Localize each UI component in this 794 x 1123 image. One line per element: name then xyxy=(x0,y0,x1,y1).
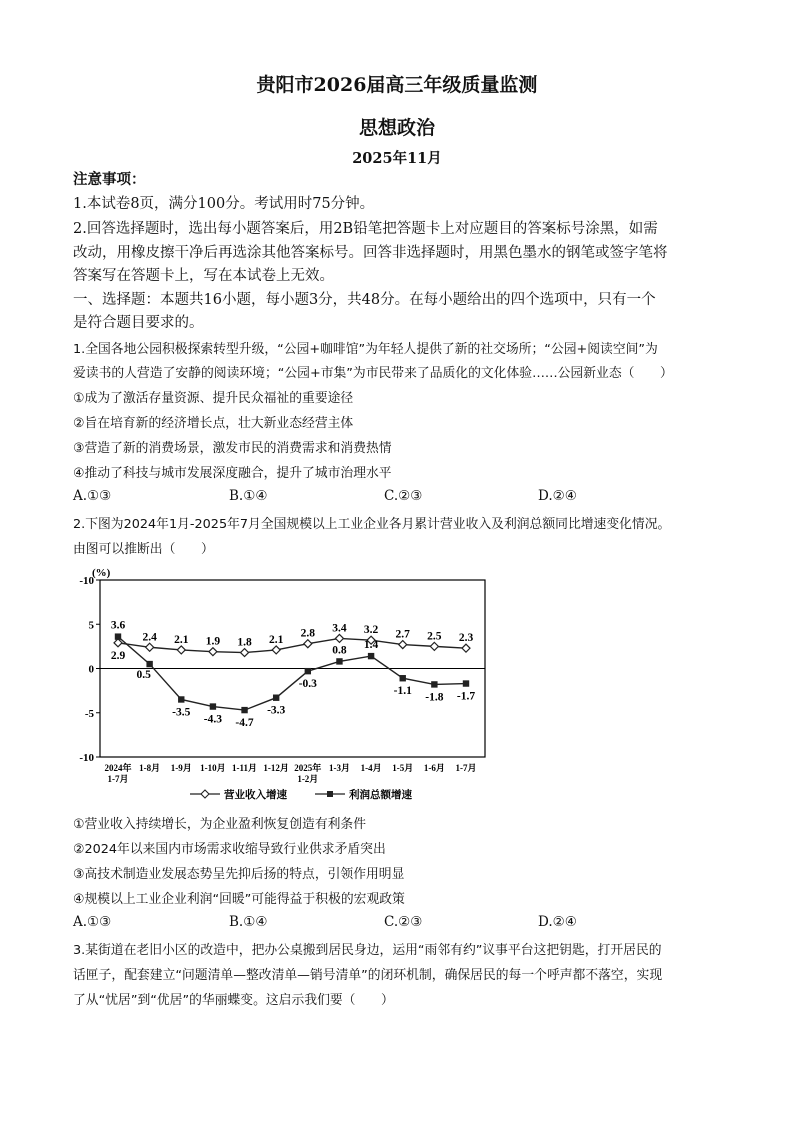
y-tick-label: -5 xyxy=(84,707,94,720)
legend-profit-label: 利润总额增速 xyxy=(349,790,412,801)
income-point xyxy=(462,644,470,652)
profit-data-label: 0.8 xyxy=(332,644,347,657)
q2-statement-2: ②2024年以来国内市场需求收缩导致行业供求矛盾突出 xyxy=(73,842,386,857)
notice-item-2-line-2: 改动，用橡皮擦干净后再选涂其他答案标号。回答非选择题时，用黑色墨水的钢笔或签字笔将 xyxy=(73,245,668,261)
q3-stem-line-2: 话匣子，配套建立“问题清单—整改清单—销号清单”的闭环机制，确保居民的每一个呼声都不落空，实现 xyxy=(73,968,663,983)
x-tick-label: 2024年 1-7月 xyxy=(104,763,132,784)
exam-title: 贵阳市2026届高三年级质量监测 xyxy=(256,74,538,96)
income-point xyxy=(241,649,249,657)
q1-stem-line-1: 1.全国各地公园积极探索转型升级，“公园+咖啡馆”为年轻人提供了新的社交场所；“公园+阅读空间”为 xyxy=(73,342,658,357)
income-point xyxy=(114,639,122,647)
q2-stem-line-1: 2.下图为2024年1月-2025年7月全国规模以上工业企业各月累计营业收入及利润总额同比增速变化情况。 xyxy=(73,517,671,532)
profit-data-label: -1.8 xyxy=(425,691,444,704)
x-tick-label: 1-8月 xyxy=(139,763,161,773)
income-data-label: 2.4 xyxy=(142,631,157,644)
profit-point xyxy=(368,653,374,659)
notice-item-2-line-3: 答案写在答题卡上，写在本试卷上无效。 xyxy=(73,268,334,284)
income-point xyxy=(335,634,343,642)
x-tick-label: 1-11月 xyxy=(232,763,258,773)
section-1-instruction-line-2: 是符合题目要求的。 xyxy=(73,315,204,331)
q1-option-d[interactable]: D.②④ xyxy=(538,488,577,504)
income-data-label: 2.1 xyxy=(268,633,284,646)
x-tick-label: 2025年 1-2月 xyxy=(294,763,322,784)
income-point xyxy=(399,641,407,649)
q2-option-c[interactable]: C.②③ xyxy=(384,914,423,930)
profit-data-label: 1.4 xyxy=(363,639,379,652)
q1-statement-3: ③营造了新的消费场景，激发市民的消费需求和消费热情 xyxy=(73,441,392,456)
income-data-label: 3.4 xyxy=(332,622,347,635)
profit-point xyxy=(115,633,121,639)
y-tick-label: -10 xyxy=(79,575,94,587)
profit-point xyxy=(146,661,152,667)
q2-statement-4: ④规模以上工业企业利润“回暖”可能得益于积极的宏观政策 xyxy=(73,892,405,907)
profit-point xyxy=(400,675,406,681)
x-tick-label: 1-3月 xyxy=(328,763,350,773)
income-data-label: 2.1 xyxy=(174,633,189,646)
income-point xyxy=(177,646,185,654)
exam-date: 2025年11月 xyxy=(352,150,442,167)
subject-title: 思想政治 xyxy=(358,117,435,139)
x-tick-label: 1-12月 xyxy=(263,763,289,773)
q3-stem-line-1: 3.某街道在老旧小区的改造中，把办公桌搬到居民身边，运用“雨邻有约”议事平台这把钥匙，打开居民的 xyxy=(73,943,662,958)
section-1-instruction-line-1: 一、选择题：本题共16小题，每小题3分，共48分。在每小题给出的四个选项中，只有一个 xyxy=(73,292,656,308)
y-tick-label: 0 xyxy=(88,663,94,676)
q2-option-b[interactable]: B.①④ xyxy=(229,914,268,930)
notice-item-2-line-1: 2.回答选择题时，选出每小题答案后，用2B铅笔把答题卡上对应题目的答案标号涂黑，如需 xyxy=(73,221,658,237)
profit-point xyxy=(241,707,247,713)
q1-option-a[interactable]: A.①③ xyxy=(73,488,112,504)
x-tick-label: 1-5月 xyxy=(392,763,414,773)
income-data-label: 1.9 xyxy=(205,635,221,648)
income-data-label: 1.8 xyxy=(237,636,252,649)
x-tick-label: 1-10月 xyxy=(200,763,226,773)
profit-data-label: -1.1 xyxy=(393,685,412,698)
y-tick-label: -10 xyxy=(79,752,94,764)
profit-data-label: -4.3 xyxy=(203,713,223,726)
income-data-label: 2.3 xyxy=(458,632,474,645)
legend-income-marker xyxy=(201,790,209,798)
q1-option-b[interactable]: B.①④ xyxy=(229,488,268,504)
q1-statement-1: ①成为了激活存量资源、提升民众福祉的重要途径 xyxy=(73,391,354,406)
profit-point xyxy=(463,680,469,686)
income-point xyxy=(304,640,312,648)
x-tick-label: 1-6月 xyxy=(423,763,445,773)
profit-data-label: -0.3 xyxy=(298,678,317,691)
x-tick-label: 1-9月 xyxy=(170,763,192,773)
profit-point xyxy=(178,696,184,702)
profit-point xyxy=(305,668,311,674)
profit-point xyxy=(336,658,342,664)
x-tick-label: 1-7月 xyxy=(455,763,477,773)
q2-option-d[interactable]: D.②④ xyxy=(538,914,577,930)
legend-income-label: 营业收入增速 xyxy=(224,790,287,801)
profit-data-label: 0.5 xyxy=(136,669,151,682)
profit-data-label: 3.6 xyxy=(110,619,126,632)
income-data-label: 2.5 xyxy=(427,630,442,643)
q1-statement-4: ④推动了科技与城市发展深度融合，提升了城市治理水平 xyxy=(73,466,392,481)
income-point xyxy=(209,648,217,656)
q1-statement-2: ②旨在培育新的经济增长点，壮大新业态经营主体 xyxy=(73,416,354,431)
income-point xyxy=(430,642,438,650)
income-data-label: 2.8 xyxy=(300,627,316,640)
income-point xyxy=(146,643,154,651)
income-data-label: 2.7 xyxy=(395,628,410,641)
profit-point xyxy=(210,703,216,709)
legend-profit-marker xyxy=(327,791,333,797)
q2-option-a[interactable]: A.①③ xyxy=(73,914,112,930)
q1-stem-line-2: 爱读书的人营造了安静的阅读环境；“公园+市集”为市民带来了品质化的文化体验……公园新业态（ ） xyxy=(73,366,673,381)
q2-statement-1: ①营业收入持续增长，为企业盈利恢复创造有利条件 xyxy=(73,817,367,832)
profit-data-label: -1.7 xyxy=(456,690,476,703)
notice-item-1: 1.本试卷8页，满分100分。考试用时75分钟。 xyxy=(73,196,375,212)
series-line-1 xyxy=(118,637,466,710)
x-tick-label: 1-4月 xyxy=(360,763,382,773)
income-point xyxy=(272,646,280,654)
y-tick-label: 5 xyxy=(88,619,94,632)
profit-data-label: -3.5 xyxy=(172,706,191,719)
q1-option-c[interactable]: C.②③ xyxy=(384,488,423,504)
profit-point xyxy=(273,695,279,701)
line-chart xyxy=(70,562,500,808)
y-axis-unit: (%) xyxy=(92,567,111,579)
income-data-label: 2.9 xyxy=(110,649,126,662)
q2-stem-line-2: 由图可以推断出（ ） xyxy=(73,542,214,557)
profit-data-label: -4.7 xyxy=(235,717,254,730)
q3-stem-line-3: 了从“忧居”到“优居”的华丽蝶变。这启示我们要（ ） xyxy=(73,993,394,1008)
q2-statement-3: ③高技术制造业发展态势呈先抑后扬的特点，引领作用明显 xyxy=(73,867,405,882)
income-data-label: 3.2 xyxy=(363,624,379,637)
profit-point xyxy=(431,681,437,687)
notice-heading: 注意事项： xyxy=(73,171,146,188)
profit-data-label: -3.3 xyxy=(267,704,286,717)
